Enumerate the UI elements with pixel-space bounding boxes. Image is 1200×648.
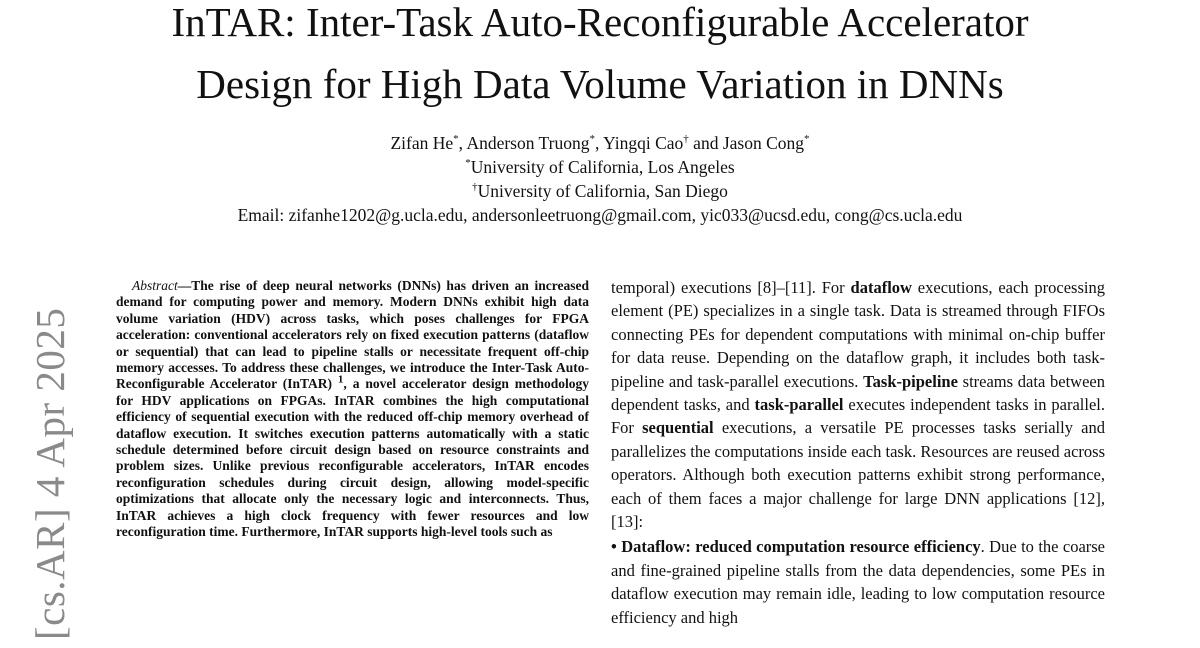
title-line-2: Design for High Data Volume Variation in DNNs bbox=[196, 61, 1004, 107]
abstract-dash: — bbox=[177, 278, 192, 293]
author-name: Zifan He bbox=[390, 133, 454, 153]
affiliation-mark: * bbox=[465, 157, 471, 170]
affiliation-mark: * bbox=[589, 133, 595, 146]
abstract-text: The rise of deep neural networks (DNNs) has driven an increased demand for computing power and memory. Modern DNNs exhibit high data volume variation (HDV) across tasks, which poses challenges for FPGA acceleration: conventional accelerators rely on fixed execution patterns (dataflow or sequential) that can lead to pipeline stalls or necessitate frequent off-chip memory accesses. To address these challenges, we introduce the Inter-Task Auto-Reconfigurable Accelerator (InTAR) bbox=[116, 278, 589, 392]
affiliation-text: University of California, Los Angeles bbox=[470, 157, 735, 177]
bullet-mark: • bbox=[611, 537, 617, 557]
emphasis-term: task-parallel bbox=[754, 395, 844, 415]
bullet-title: Dataflow: reduced computation resource efficiency bbox=[621, 537, 981, 557]
author-name: Yingqi Cao bbox=[603, 133, 684, 153]
arxiv-stamp: [cs.AR] 4 Apr 2025 bbox=[27, 307, 73, 640]
body-text: executions, each processing element (PE) specializes in a single task. Data is streamed through FIFOs connecting PEs for dependent computations with minimal on-chip buffer for data reuse. Depending on the dataflow graph, it includes both task-pipeline and task-parallel executions. bbox=[611, 278, 1105, 391]
affiliation-2 bbox=[0, 179, 1200, 203]
abstract-text-continued: , a novel accelerator design methodology for HDV applications on FPGAs. InTAR combines the high computational efficiency of sequential execution with the reduced off-chip memory overhead of dataflow execution. It switches execution patterns automatically with a static schedule determined before circuit design based on resource constraints and problem sizes. Unlike previous reconfigurable accelerators, InTAR encodes reconfiguration schedules during circuit design, allowing model-specific optimizations that allocate only the necessary logic and interconnects. Thus, InTAR achieves a high clock frequency with fewer resources and low reconfiguration time. Furthermore, InTAR supports high-level tools such as bbox=[116, 376, 590, 540]
body-column bbox=[611, 276, 1105, 629]
emphasis-term: sequential bbox=[642, 418, 714, 438]
body-text: temporal) executions [8]–[11]. For bbox=[611, 278, 851, 297]
affiliation-mark: † bbox=[683, 133, 689, 146]
emphasis-term: Task-pipeline bbox=[863, 371, 958, 391]
abstract-paragraph bbox=[116, 278, 589, 541]
body-text: executions, a versatile PE processes tasks serially and parallelizes the computations inside each task. Resources are reused across operators. Although both execution patterns exhibit strong performance, each of them faces a major challenge for large DNN applications [12], [13]: bbox=[611, 418, 1105, 532]
affiliation-text: University of California, San Diego bbox=[477, 181, 728, 201]
bullet-text: . Due to the coarse and fine-grained pipeline stalls from the data dependencies, some PEs in dataflow execution may remain idle, leading to low computation resource efficiency and high bbox=[611, 537, 1106, 627]
bullet-paragraph bbox=[611, 535, 1105, 629]
body-text: executes independent tasks in parallel. For bbox=[611, 395, 1105, 438]
body-paragraph bbox=[611, 276, 1105, 533]
author-block bbox=[0, 131, 1200, 227]
author-name: Anderson Truong bbox=[466, 133, 590, 153]
affiliation-1 bbox=[0, 155, 1200, 179]
author-name: Jason Cong bbox=[722, 133, 805, 153]
body-text: streams data between dependent tasks, and bbox=[611, 371, 1105, 415]
abstract-column bbox=[116, 278, 589, 541]
emphasis-term: dataflow bbox=[850, 278, 912, 297]
paper-title bbox=[0, 0, 1200, 112]
footnote-mark: 1 bbox=[337, 373, 344, 386]
abstract-label: Abstract bbox=[132, 278, 178, 293]
affiliation-mark: * bbox=[804, 133, 810, 146]
email-line: Email: zifanhe1202@g.ucla.edu, andersonleetruong@gmail.com, yic033@ucsd.edu, cong@cs.ucla.edu bbox=[237, 205, 963, 225]
title-line-1: InTAR: Inter-Task Auto-Reconfigurable Accelerator bbox=[171, 0, 1029, 45]
author-list: Zifan He*, Anderson Truong*, Yingqi Cao† and Jason Cong* bbox=[390, 133, 810, 153]
affiliation-mark: † bbox=[472, 181, 478, 194]
affiliation-mark: * bbox=[453, 133, 459, 146]
author-conjunction: and bbox=[693, 133, 719, 153]
